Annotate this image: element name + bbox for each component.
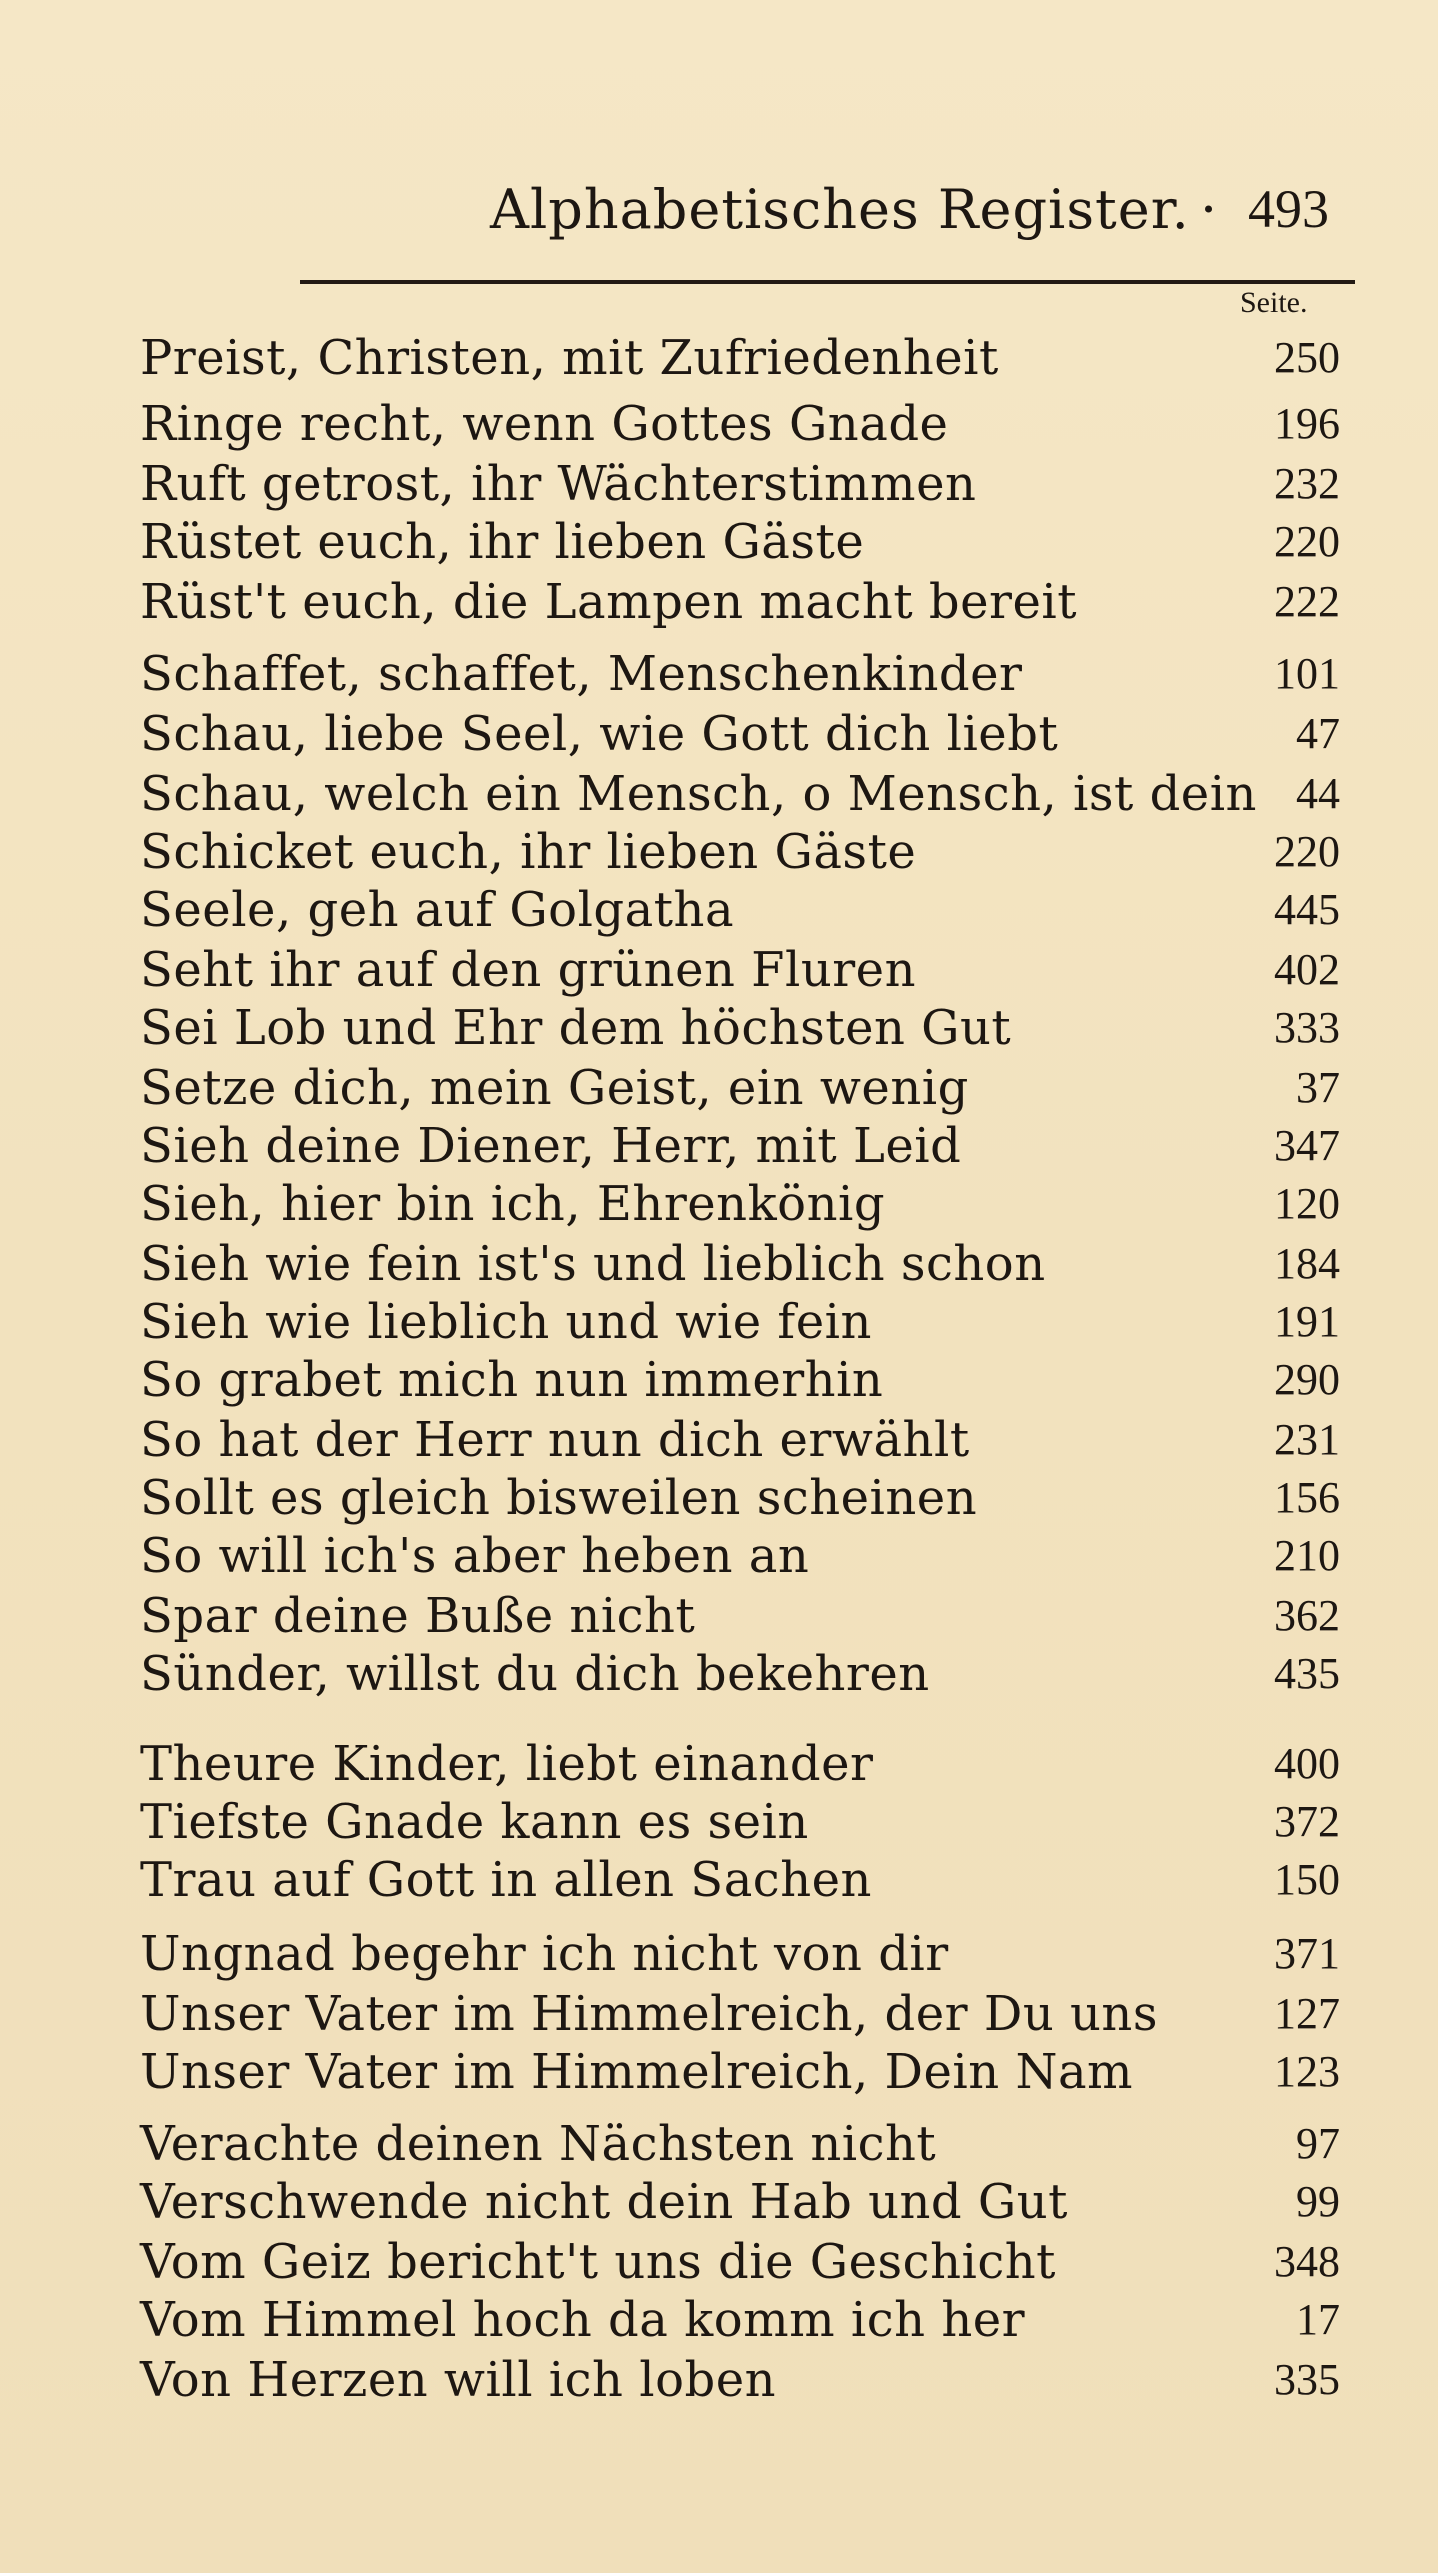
entry-title: Ruft getrost, ihr Wächterstimmen (140, 456, 977, 512)
register-entry (140, 1000, 1340, 1056)
entry-title: Sieh deine Diener, Herr, mit Leid (140, 1118, 962, 1174)
entry-title: Unser Vater im Himmelreich, der Du uns (140, 1986, 1158, 2042)
entry-page: 97 (1296, 2119, 1340, 2168)
register-entry (140, 2292, 1340, 2348)
entry-page: 99 (1296, 2177, 1340, 2226)
register-entry (140, 574, 1340, 630)
register-entry (140, 882, 1340, 938)
register-entry (140, 1528, 1340, 1584)
entry-title: Tiefste Gnade kann es sein (140, 1794, 809, 1850)
entry-title: Verachte deinen Nächsten nicht (140, 2116, 937, 2172)
entry-title: Schaffet, schaffet, Menschenkinder (140, 646, 1023, 702)
entry-page: 150 (1274, 1855, 1340, 1904)
register-entry (140, 2116, 1340, 2172)
entry-title: Verschwende nicht dein Hab und Gut (140, 2174, 1068, 2230)
register-entry (140, 1852, 1340, 1908)
entry-title: Von Herzen will ich loben (140, 2352, 777, 2408)
entry-title: Vom Himmel hoch da komm ich her (140, 2292, 1026, 2348)
register-entry (140, 706, 1340, 762)
entry-page: 333 (1274, 1003, 1340, 1052)
entry-title: Seht ihr auf den grünen Fluren (140, 942, 916, 998)
entry-page: 191 (1274, 1297, 1340, 1346)
header-separator-dot: · (1200, 178, 1218, 241)
page-column-label: Seite. (1240, 286, 1308, 319)
register-entry (140, 1060, 1340, 1116)
entry-title: So grabet mich nun immerhin (140, 1352, 884, 1408)
entry-page: 371 (1274, 1929, 1340, 1978)
entry-page: 184 (1274, 1239, 1340, 1288)
entry-page: 47 (1296, 709, 1340, 758)
register-entry (140, 646, 1340, 702)
entry-page: 347 (1274, 1121, 1340, 1170)
entry-title: Sieh wie lieblich und wie fein (140, 1294, 872, 1350)
register-entry (140, 1294, 1340, 1350)
entry-page: 44 (1296, 769, 1340, 818)
entry-page: 402 (1274, 945, 1340, 994)
register-entry (140, 1412, 1340, 1468)
register-entry (140, 1352, 1340, 1408)
register-entry (140, 1470, 1340, 1526)
entry-title: Trau auf Gott in allen Sachen (140, 1852, 872, 1908)
entry-page: 232 (1274, 459, 1340, 508)
register-entry (140, 1588, 1340, 1644)
entry-page: 120 (1274, 1179, 1340, 1228)
entry-title: Unser Vater im Himmelreich, Dein Nam (140, 2044, 1134, 2100)
entry-page: 372 (1274, 1797, 1340, 1846)
entry-page: 435 (1274, 1649, 1340, 1698)
entry-title: Schau, welch ein Mensch, o Mensch, ist dein (140, 766, 1257, 822)
entry-page: 348 (1274, 2237, 1340, 2286)
register-entry (140, 824, 1340, 880)
entry-page: 127 (1274, 1989, 1340, 2038)
register-entry (140, 1176, 1340, 1232)
entry-page: 220 (1274, 517, 1340, 566)
entry-page: 17 (1296, 2295, 1340, 2344)
register-entry (140, 766, 1340, 822)
entry-title: Sieh wie fein ist's und lieblich schon (140, 1236, 1046, 1292)
entry-title: Schicket euch, ihr lieben Gäste (140, 824, 917, 880)
entry-page: 101 (1274, 649, 1340, 698)
entry-page: 220 (1274, 827, 1340, 876)
entry-title: Theure Kinder, liebt einander (140, 1736, 874, 1792)
entry-title: Preist, Christen, mit Zufriedenheit (140, 330, 999, 386)
register-entry (140, 2044, 1340, 2100)
register-entry (140, 330, 1340, 386)
header-rule (300, 280, 1355, 284)
entry-page: 335 (1274, 2355, 1340, 2404)
entry-page: 196 (1274, 399, 1340, 448)
register-entry (140, 1926, 1340, 1982)
register-entry (140, 1118, 1340, 1174)
entry-page: 210 (1274, 1531, 1340, 1580)
entry-title: Sünder, willst du dich bekehren (140, 1646, 930, 1702)
entry-title: Rüst't euch, die Lampen macht bereit (140, 574, 1078, 630)
entry-title: Ungnad begehr ich nicht von dir (140, 1926, 949, 1982)
register-entry (140, 942, 1340, 998)
entry-page: 400 (1274, 1739, 1340, 1788)
register-entry (140, 514, 1340, 570)
register-entry (140, 1794, 1340, 1850)
entry-title: Schau, liebe Seel, wie Gott dich liebt (140, 706, 1059, 762)
entry-page: 362 (1274, 1591, 1340, 1640)
register-entry (140, 1986, 1340, 2042)
entry-title: Vom Geiz bericht't uns die Geschicht (140, 2234, 1056, 2290)
register-entry (140, 2234, 1340, 2290)
entry-page: 290 (1274, 1355, 1340, 1404)
register-entry (140, 396, 1340, 452)
entry-title: Rüstet euch, ihr lieben Gäste (140, 514, 865, 570)
page-title: Alphabetisches Register. (490, 178, 1190, 241)
entry-page: 123 (1274, 2047, 1340, 2096)
entry-title: Sei Lob und Ehr dem höchsten Gut (140, 1000, 1012, 1056)
register-entry (140, 1736, 1340, 1792)
page-number: 493 (1248, 179, 1329, 239)
register-entry (140, 2174, 1340, 2230)
entry-page: 222 (1274, 577, 1340, 626)
register-entry (140, 2352, 1340, 2408)
entry-page: 37 (1296, 1063, 1340, 1112)
entry-title: So hat der Herr nun dich erwählt (140, 1412, 970, 1468)
register-entry (140, 456, 1340, 512)
entry-title: Ringe recht, wenn Gottes Gnade (140, 396, 949, 452)
entry-page: 156 (1274, 1473, 1340, 1522)
entry-title: Setze dich, mein Geist, ein wenig (140, 1060, 969, 1116)
entry-page: 250 (1274, 333, 1340, 382)
entry-page: 231 (1274, 1415, 1340, 1464)
register-entry (140, 1646, 1340, 1702)
entry-title: Sollt es gleich bisweilen scheinen (140, 1470, 978, 1526)
entry-title: So will ich's aber heben an (140, 1528, 810, 1584)
register-entry (140, 1236, 1340, 1292)
entry-title: Sieh, hier bin ich, Ehrenkönig (140, 1176, 886, 1232)
entry-title: Spar deine Buße nicht (140, 1588, 696, 1644)
entry-page: 445 (1274, 885, 1340, 934)
page-header (0, 178, 1438, 258)
entry-title: Seele, geh auf Golgatha (140, 882, 735, 938)
